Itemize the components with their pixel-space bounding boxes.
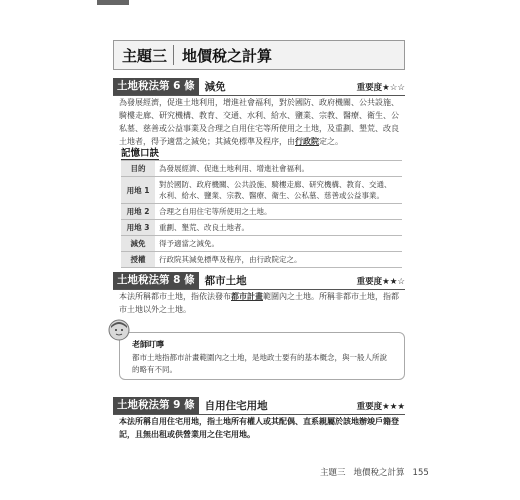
row-value: 為發展經濟、促進土地利用、增進社會福利。 (155, 161, 402, 177)
underlined-term: 行政院 (295, 137, 319, 146)
table-row (121, 252, 402, 268)
teacher-note-title: 老師叮嚀 (132, 340, 164, 349)
topic-label: 主題三 (122, 46, 168, 65)
row-key: 減免 (121, 236, 155, 252)
importance-rating: 重要度★★★ (356, 401, 405, 412)
page-number: 155 (412, 468, 429, 478)
section-name: 自用住宅用地 (204, 400, 268, 412)
topic-divider (173, 45, 174, 65)
text-part: 範圍內之土地。所稱非都市土地，指都市土地以外之土地。 (119, 292, 399, 314)
section-name: 減免 (204, 81, 226, 93)
text-part: 為發展經濟，促進土地利用，增進社會福利，對於國防、政府機關、公共設施、騎樓走廊、研究機構、教育、交通、水利、給水、鹽業、宗教、醫療、衛生、公私墓、慈善或公益事業及合理之自用住宅等所使用之土地，及重劃、墾荒、改良土地者，得予適當之減免；其減免標準及程序，由 (119, 98, 399, 146)
section-header-art6 (113, 78, 405, 95)
row-value: 行政院其減免標準及程序，由行政院定之。 (155, 252, 402, 268)
teacher-avatar-icon (108, 319, 130, 341)
article-6-text (119, 96, 405, 148)
text-part: 定之。 (319, 137, 343, 146)
footer-title: 地價稅之計算 (353, 468, 405, 478)
page-top-marker (97, 0, 129, 5)
table-row (121, 161, 402, 177)
row-key: 用地 3 (121, 220, 155, 236)
row-value: 對於國防、政府機關、公共設施、騎樓走廊、研究機構、教育、交通、水利、給水、鹽業、宗教、醫療、衛生、公私墓、慈善或公益事業。 (155, 177, 402, 204)
footer-topic: 主題三 (320, 468, 346, 478)
row-key: 用地 2 (121, 204, 155, 220)
section-header-art9 (113, 397, 405, 414)
text-part: 本法所稱都市土地，指依法發布 (119, 292, 231, 301)
page-footer (320, 466, 429, 478)
importance-rating: 重要度★★☆ (356, 276, 405, 287)
section-name: 都市土地 (204, 275, 247, 287)
row-value: 得予適當之減免。 (155, 236, 402, 252)
importance-rating: 重要度★☆☆ (356, 82, 405, 93)
underlined-term: 都市計畫 (231, 292, 263, 301)
article-9-text: 本法所稱自用住宅用地，指土地所有權人或其配偶、直系親屬於該地辦竣戶籍登記，且無出租或供營業用之住宅用地。 (119, 417, 399, 439)
table-row (121, 236, 402, 252)
table-row (121, 204, 402, 220)
table-row (121, 220, 402, 236)
section-tag: 土地稅法第 9 條 (113, 397, 199, 414)
mnemonic-table (121, 160, 402, 268)
table-row (121, 177, 402, 204)
article-8-text (119, 290, 405, 316)
teacher-note-text: 都市土地指都市計畫範圍內之土地，是地政士要有的基本概念，與一般人所說的略有不同。 (132, 353, 387, 374)
row-value: 合理之自用住宅等所使用之土地。 (155, 204, 402, 220)
row-key: 用地 1 (121, 177, 155, 204)
row-value: 重劃、墾荒、改良土地者。 (155, 220, 402, 236)
section-header-art8 (113, 272, 405, 289)
mnemonic-label: 記憶口訣 (121, 145, 159, 160)
topic-title: 地價稅之計算 (182, 46, 273, 65)
row-key: 目的 (121, 161, 155, 177)
section-tag: 土地稅法第 6 條 (113, 78, 199, 95)
section-tag: 土地稅法第 8 條 (113, 272, 199, 289)
topic-header (113, 40, 405, 70)
row-key: 授權 (121, 252, 155, 268)
